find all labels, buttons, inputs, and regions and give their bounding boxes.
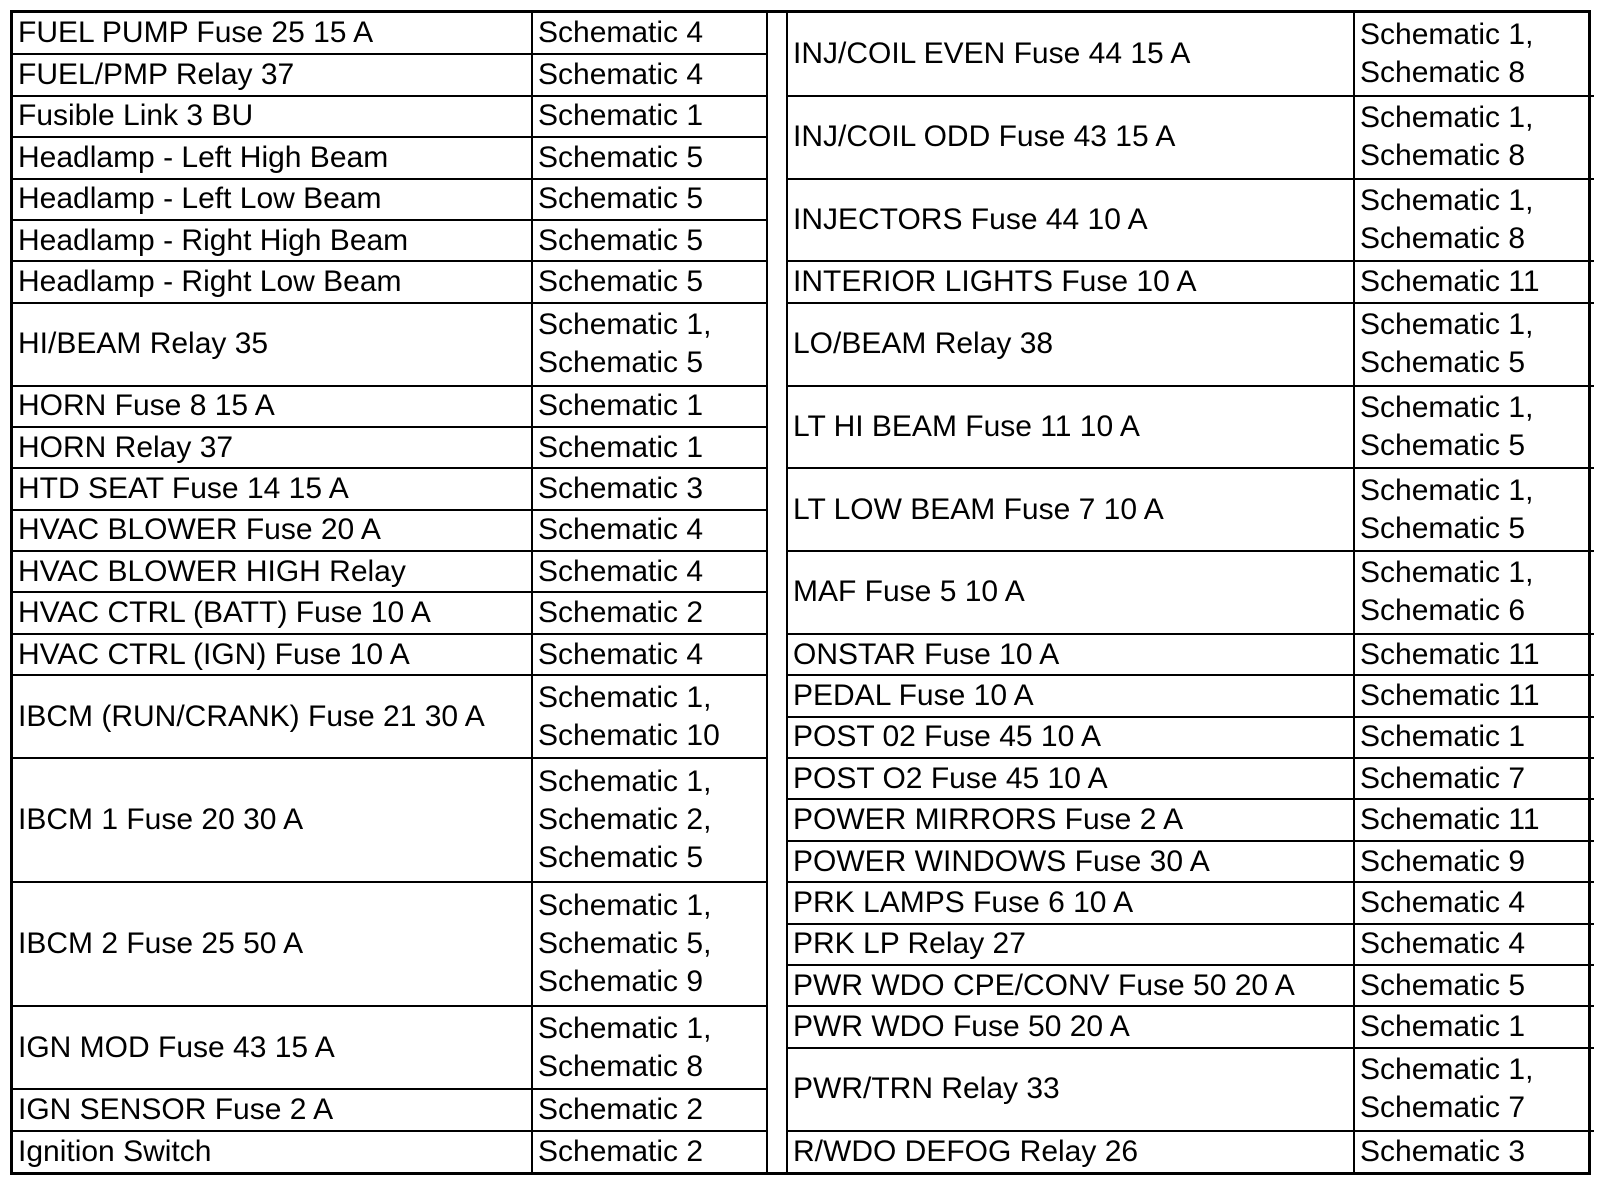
- schematic-reference: Schematic 2,: [538, 803, 712, 837]
- schematic-reference: Schematic 1,: [538, 1011, 712, 1045]
- column-divider: [766, 13, 788, 1172]
- schematic-reference: Schematic 7: [1360, 1091, 1526, 1125]
- table-row: [788, 303, 1594, 386]
- table-row: [788, 675, 1594, 716]
- schematic-reference-cell: [532, 386, 766, 427]
- schematic-reference-cell: [1354, 96, 1594, 179]
- schematic-reference-cell: [1354, 841, 1594, 882]
- component-name-cell: PEDAL Fuse 10 A: [788, 675, 1354, 716]
- table-row: [788, 386, 1594, 469]
- schematic-reference: Schematic 5: [538, 265, 704, 299]
- schematic-reference: Schematic 11: [1360, 265, 1540, 299]
- table-row: [13, 468, 766, 509]
- schematic-reference: Schematic 7: [1360, 761, 1526, 795]
- schematic-reference-cell: [1354, 261, 1594, 302]
- schematic-reference-cell: [532, 137, 766, 178]
- schematic-reference: Schematic 1: [1360, 1010, 1526, 1044]
- table-row: [788, 1131, 1594, 1172]
- schematic-reference: Schematic 1: [538, 99, 704, 133]
- schematic-reference-cell: [532, 1089, 766, 1130]
- component-name-cell: Headlamp - Left Low Beam: [13, 179, 532, 220]
- schematic-reference-cell: [1354, 1131, 1594, 1172]
- schematic-reference-cell: [532, 468, 766, 509]
- table-row: [13, 137, 766, 178]
- component-name-cell: IGN MOD Fuse 43 15 A: [13, 1006, 532, 1089]
- schematic-reference-cell: [1354, 551, 1594, 634]
- schematic-reference-cell: [532, 54, 766, 95]
- table-row: [13, 592, 766, 633]
- component-name-cell: POWER MIRRORS Fuse 2 A: [788, 799, 1354, 840]
- table-row: [13, 675, 766, 758]
- table-row: [788, 965, 1594, 1006]
- schematic-reference: Schematic 10: [538, 718, 720, 752]
- table-row: [788, 1006, 1594, 1047]
- schematic-reference: Schematic 1: [538, 389, 704, 423]
- schematic-reference: Schematic 1,: [1360, 390, 1534, 424]
- schematic-reference: Schematic 5,: [538, 927, 712, 961]
- table-row: [788, 634, 1594, 675]
- component-name-cell: LT HI BEAM Fuse 11 10 A: [788, 386, 1354, 469]
- table-row: [788, 13, 1594, 96]
- schematic-reference-cell: [1354, 758, 1594, 799]
- table-row: [788, 1048, 1594, 1131]
- component-name-cell: Headlamp - Left High Beam: [13, 137, 532, 178]
- component-name-cell: PRK LP Relay 27: [788, 924, 1354, 965]
- table-row: [13, 551, 766, 592]
- schematic-reference: Schematic 11: [1360, 637, 1540, 671]
- schematic-reference: Schematic 5: [538, 841, 704, 875]
- component-name-cell: FUEL PUMP Fuse 25 15 A: [13, 13, 532, 54]
- schematic-reference-cell: [1354, 303, 1594, 386]
- component-name-cell: INJECTORS Fuse 44 10 A: [788, 179, 1354, 262]
- schematic-reference-cell: [532, 220, 766, 261]
- schematic-reference-cell: [532, 1131, 766, 1172]
- component-name-cell: PWR WDO CPE/CONV Fuse 50 20 A: [788, 965, 1354, 1006]
- component-name-cell: HVAC BLOWER HIGH Relay: [13, 551, 532, 592]
- schematic-reference: Schematic 3: [1360, 1134, 1526, 1168]
- table-row: [13, 13, 766, 54]
- schematic-reference: Schematic 9: [538, 965, 704, 999]
- table-row: [13, 179, 766, 220]
- table-row: [788, 551, 1594, 634]
- component-name-cell: Fusible Link 3 BU: [13, 96, 532, 137]
- component-name-cell: Headlamp - Right High Beam: [13, 220, 532, 261]
- schematic-reference-cell: [532, 427, 766, 468]
- schematic-reference: Schematic 9: [1360, 844, 1526, 878]
- schematic-reference-cell: [532, 758, 766, 882]
- schematic-reference: Schematic 5: [538, 182, 704, 216]
- table-row: [13, 510, 766, 551]
- schematic-reference: Schematic 1,: [1360, 17, 1534, 51]
- component-name-cell: HI/BEAM Relay 35: [13, 303, 532, 386]
- schematic-reference-cell: [532, 96, 766, 137]
- component-name-cell: INJ/COIL ODD Fuse 43 15 A: [788, 96, 1354, 179]
- table-row: [788, 96, 1594, 179]
- table-row: [788, 717, 1594, 758]
- table-row: [13, 261, 766, 302]
- schematic-reference: Schematic 6: [1360, 594, 1526, 628]
- component-name-cell: HVAC CTRL (IGN) Fuse 10 A: [13, 634, 532, 675]
- component-name-cell: R/WDO DEFOG Relay 26: [788, 1131, 1354, 1172]
- component-name-cell: LO/BEAM Relay 38: [788, 303, 1354, 386]
- component-name-cell: MAF Fuse 5 10 A: [788, 551, 1354, 634]
- table-row: [13, 303, 766, 386]
- schematic-reference: Schematic 2: [538, 1092, 704, 1126]
- schematic-reference: Schematic 1,: [1360, 556, 1534, 590]
- schematic-reference: Schematic 1,: [1360, 473, 1534, 507]
- component-name-cell: POWER WINDOWS Fuse 30 A: [788, 841, 1354, 882]
- schematic-reference: Schematic 1,: [538, 765, 712, 799]
- component-name-cell: Headlamp - Right Low Beam: [13, 261, 532, 302]
- table-row: [788, 841, 1594, 882]
- schematic-reference: Schematic 1: [538, 430, 704, 464]
- schematic-reference-cell: [532, 13, 766, 54]
- schematic-reference: Schematic 1,: [1360, 1053, 1534, 1087]
- table-row: [788, 261, 1594, 302]
- schematic-reference: Schematic 8: [538, 1049, 704, 1083]
- schematic-reference-cell: [1354, 13, 1594, 96]
- right-column-table: [788, 13, 1594, 1172]
- component-name-cell: HVAC CTRL (BATT) Fuse 10 A: [13, 592, 532, 633]
- schematic-reference: Schematic 2: [538, 596, 704, 630]
- schematic-reference: Schematic 5: [538, 346, 704, 380]
- table-row: [788, 758, 1594, 799]
- schematic-reference-cell: [1354, 386, 1594, 469]
- schematic-reference: Schematic 4: [538, 513, 704, 547]
- component-name-cell: POST O2 Fuse 45 10 A: [788, 758, 1354, 799]
- schematic-reference: Schematic 1,: [1360, 183, 1534, 217]
- component-name-cell: HTD SEAT Fuse 14 15 A: [13, 468, 532, 509]
- component-name-cell: HORN Relay 37: [13, 427, 532, 468]
- table-row: [13, 758, 766, 882]
- table-row: [788, 882, 1594, 923]
- schematic-reference: Schematic 4: [1360, 927, 1526, 961]
- schematic-reference-cell: [532, 634, 766, 675]
- schematic-reference-cell: [1354, 882, 1594, 923]
- table-row: [788, 468, 1594, 551]
- table-row: [788, 179, 1594, 262]
- schematic-reference: Schematic 5: [1360, 511, 1526, 545]
- schematic-reference: Schematic 1: [1360, 720, 1526, 754]
- schematic-reference-cell: [1354, 468, 1594, 551]
- component-name-cell: Ignition Switch: [13, 1131, 532, 1172]
- schematic-reference: Schematic 4: [538, 58, 704, 92]
- schematic-reference-cell: [532, 1006, 766, 1089]
- schematic-reference: Schematic 8: [1360, 221, 1526, 255]
- schematic-reference-cell: [1354, 179, 1594, 262]
- table-row: [788, 924, 1594, 965]
- table-row: [13, 1089, 766, 1130]
- schematic-reference: Schematic 1,: [1360, 308, 1534, 342]
- schematic-reference-cell: [532, 882, 766, 1006]
- component-name-cell: IBCM 1 Fuse 20 30 A: [13, 758, 532, 882]
- component-name-cell: INTERIOR LIGHTS Fuse 10 A: [788, 261, 1354, 302]
- table-row: [13, 634, 766, 675]
- schematic-reference: Schematic 11: [1360, 803, 1540, 837]
- schematic-reference-cell: [532, 303, 766, 386]
- component-name-cell: ONSTAR Fuse 10 A: [788, 634, 1354, 675]
- table-row: [13, 96, 766, 137]
- component-name-cell: IBCM (RUN/CRANK) Fuse 21 30 A: [13, 675, 532, 758]
- component-name-cell: POST 02 Fuse 45 10 A: [788, 717, 1354, 758]
- component-name-cell: IGN SENSOR Fuse 2 A: [13, 1089, 532, 1130]
- component-name-cell: PWR/TRN Relay 33: [788, 1048, 1354, 1131]
- schematic-reference-cell: [532, 179, 766, 220]
- table-row: [13, 220, 766, 261]
- schematic-reference: Schematic 5: [1360, 346, 1526, 380]
- schematic-reference-cell: [1354, 675, 1594, 716]
- schematic-reference: Schematic 5: [1360, 968, 1526, 1002]
- schematic-reference: Schematic 1,: [1360, 101, 1534, 135]
- schematic-reference-cell: [1354, 965, 1594, 1006]
- table-row: [13, 427, 766, 468]
- table-row: [13, 882, 766, 1006]
- schematic-reference: Schematic 4: [1360, 885, 1526, 919]
- schematic-reference: Schematic 8: [1360, 139, 1526, 173]
- schematic-reference: Schematic 5: [538, 223, 704, 257]
- schematic-reference-cell: [1354, 1006, 1594, 1047]
- schematic-reference-cell: [1354, 1048, 1594, 1131]
- schematic-reference: Schematic 1,: [538, 889, 712, 923]
- schematic-reference-cell: [532, 261, 766, 302]
- schematic-reference-cell: [532, 675, 766, 758]
- component-name-cell: FUEL/PMP Relay 37: [13, 54, 532, 95]
- component-name-cell: PWR WDO Fuse 50 20 A: [788, 1006, 1354, 1047]
- schematic-reference: Schematic 4: [538, 16, 704, 50]
- schematic-reference-cell: [532, 551, 766, 592]
- component-index-table: [10, 10, 1591, 1175]
- component-name-cell: PRK LAMPS Fuse 6 10 A: [788, 882, 1354, 923]
- schematic-reference-cell: [1354, 924, 1594, 965]
- component-name-cell: INJ/COIL EVEN Fuse 44 15 A: [788, 13, 1354, 96]
- schematic-reference-cell: [532, 510, 766, 551]
- schematic-reference: Schematic 3: [538, 471, 704, 505]
- schematic-reference-cell: [1354, 799, 1594, 840]
- component-name-cell: HVAC BLOWER Fuse 20 A: [13, 510, 532, 551]
- table-row: [788, 799, 1594, 840]
- schematic-reference: Schematic 5: [1360, 428, 1526, 462]
- schematic-reference: Schematic 5: [538, 140, 704, 174]
- component-name-cell: LT LOW BEAM Fuse 7 10 A: [788, 468, 1354, 551]
- table-row: [13, 1006, 766, 1089]
- table-row: [13, 1131, 766, 1172]
- schematic-reference: Schematic 8: [1360, 55, 1526, 89]
- schematic-reference: Schematic 2: [538, 1134, 704, 1168]
- schematic-reference-cell: [1354, 717, 1594, 758]
- schematic-reference: Schematic 1,: [538, 308, 712, 342]
- component-name-cell: IBCM 2 Fuse 25 50 A: [13, 882, 532, 1006]
- schematic-reference: Schematic 4: [538, 637, 704, 671]
- component-name-cell: HORN Fuse 8 15 A: [13, 386, 532, 427]
- table-row: [13, 386, 766, 427]
- schematic-reference: Schematic 1,: [538, 680, 712, 714]
- table-row: [13, 54, 766, 95]
- schematic-reference-cell: [532, 592, 766, 633]
- schematic-reference: Schematic 11: [1360, 678, 1540, 712]
- schematic-reference: Schematic 4: [538, 554, 704, 588]
- left-column-table: [13, 13, 766, 1172]
- schematic-reference-cell: [1354, 634, 1594, 675]
